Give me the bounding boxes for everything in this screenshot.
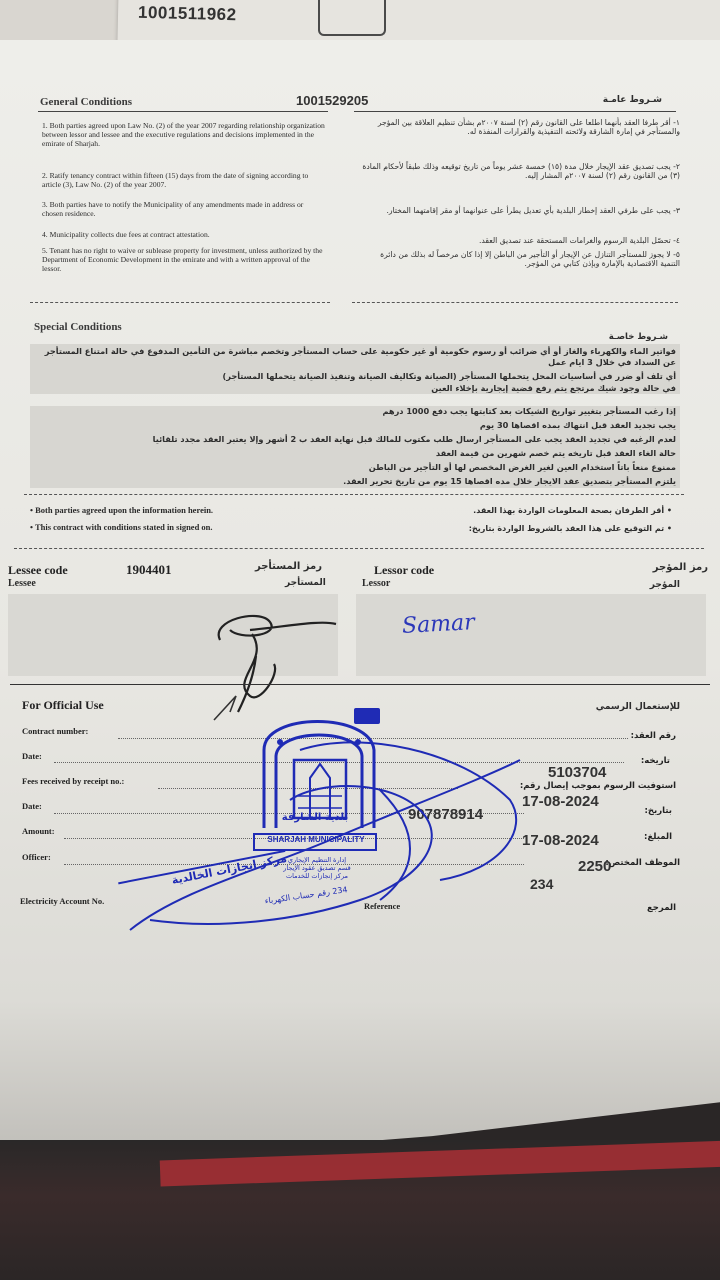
special-condition: أي تلف أو ضرر في أساسيات المحل يتحملها المستأجر (الصيانة وتكاليف الصيانة وتنفيذ الصيانة يتحملها المستأجر)	[222, 371, 676, 381]
reference-label: Reference	[364, 901, 401, 911]
date-label: Date:	[22, 751, 42, 761]
lessor-label: Lessor	[362, 578, 391, 589]
service-center-stamp: مركز انجازات الخالدية	[118, 850, 288, 897]
general-item-en: 5. Tenant has no right to waive or sublease property for investment, unless authorized by the Department of Economic Development in the emirate and with a written approval of the lessor.	[42, 246, 323, 274]
general-conditions-title: General Conditions	[40, 96, 132, 108]
agreement-line: • Both parties agreed upon the information herein.	[30, 505, 214, 515]
electric-account-note: 234 رقم حساب الكهرباء	[264, 885, 349, 906]
amount-label-ar: المبلغ:	[644, 832, 672, 842]
underlying-document-number: 1001511962	[137, 2, 237, 25]
officer-value: 2250	[578, 858, 612, 875]
officer-signature	[120, 720, 540, 950]
lessee-label-ar: المستأجر	[285, 578, 326, 588]
ink-mark	[210, 690, 250, 726]
stamp-dept-line: مركز إنجازات للخدمات	[285, 872, 349, 880]
divider	[10, 684, 710, 685]
stamp-municipality-ar: بلدية الشارقة	[281, 812, 349, 823]
officer-label: Officer:	[22, 852, 51, 862]
electricity-account-label: Electricity Account No.	[20, 896, 105, 906]
lessor-signature: Samar	[401, 610, 476, 639]
general-item-ar: ١- أقر طرفا العقد بأنهما اطلعا على القانون رقم (٢) لسنة ٢٠٠٧م بشأن تنظيم العلاقة بين المؤجر والمستأجر في إمارة الشارقة ولائحته التنفيذية والقرارات المنفذة له.	[377, 118, 680, 137]
lessee-code-label: Lessee code	[8, 563, 68, 577]
general-item-ar: ٣- يجب على طرفي العقد إخطار البلدية بأي تعديل يطرأ على عنوانهما أو مقر إقامتهما المختار.	[386, 206, 680, 215]
special-condition: فواتير الماء والكهرباء والغاز أو أي ضرائب أو رسوم حكومية أو غير حكومية على حساب المستأجر وتخصم مباشرة من التأمين المدفوع في حالة امتناع المستأجر عن السداد في خلال 3 ايام عمل	[44, 346, 676, 367]
divider	[24, 494, 684, 495]
lessee-label: Lessee	[8, 578, 36, 589]
general-item-ar: ٢- يجب تصديق عقد الإيجار خلال مدة (١٥) خمسة عشر يوماً من تاريخ توقيعه وذلك طبقاً لأحكام المادة (٣) من القانون رقم (٢) لسنة ٢٠٠٧م المشار إليه.	[362, 162, 680, 181]
stamp-dept-line: إدارة التنظيم الإيجاري	[287, 856, 347, 864]
stamp-municipality-en: SHARJAH MUNICIPALITY	[267, 835, 365, 844]
lessee-code: 1904401	[126, 562, 172, 577]
lessor-code-label: Lessor code	[374, 563, 435, 577]
divider	[354, 111, 676, 112]
date-label-ar: تاريخه:	[640, 756, 670, 766]
general-item-en: 4. Municipality collects due fees at contract attestation.	[42, 230, 210, 239]
fees-label-ar: استوفيت الرسوم بموجب إيصال رقم:	[519, 781, 676, 791]
date-value: 17-08-2024	[522, 793, 599, 810]
special-condition: في حالة وجود شيك مرتجع يتم رفع قضية إيجارية بإخلاء العين	[431, 383, 676, 393]
general-item-ar: ٤- تحصّل البلدية الرسوم والغرامات المستحقة عند تصديق العقد.	[478, 236, 680, 245]
agreement-line-ar: • تم التوقيع على هذا العقد بالشروط الواردة بتاريخ:	[468, 524, 672, 533]
agreement-line-ar: • أقر الطرفان بصحة المعلومات الواردة بهذا العقد.	[473, 506, 672, 515]
contract-number-label-ar: رقم العقد:	[630, 731, 676, 741]
agreement-line: • This contract with conditions stated in signed on.	[30, 522, 213, 532]
divider	[38, 111, 328, 112]
date-value-2: 17-08-2024	[522, 832, 599, 849]
reference-label-ar: المرجع	[646, 903, 676, 913]
document-number: 1001529205	[296, 93, 369, 108]
official-use-title: For Official Use	[22, 698, 104, 712]
special-condition: إذا رغب المستأجر بتغيير تواريخ الشيكات بعد كتابتها يجب دفع 1000 درهم	[382, 406, 676, 416]
reference-value: 234	[530, 876, 554, 892]
date2-label-ar: بتاريخ:	[644, 806, 672, 816]
contract-number-label: Contract number:	[22, 726, 89, 736]
lessor-code-label-ar: رمز المؤجر	[652, 562, 708, 573]
underlying-stamp	[318, 0, 386, 36]
lessor-label-ar: المؤجر	[649, 580, 680, 590]
special-condition: يلتزم المستأجر بتصديق عقد الايجار خلال مده اقصاها 15 يوم من تاريخ تحرير العقد.	[343, 476, 676, 486]
date2-label: Date:	[22, 801, 42, 811]
general-item-en: 3. Both parties have to notify the Municipality of any amendments made in address or chosen residence.	[42, 200, 304, 219]
general-item-en: 1. Both parties agreed upon Law No. (2) of the year 2007 regarding relationship organization between lessor and lessee and the executive regulations and decisions implemented in the emirate of Sharjah.	[42, 121, 325, 149]
divider	[352, 302, 678, 303]
special-condition: حالة الغاء العقد قبل تاريخه يتم خصم شهرين من قيمة العقد	[435, 448, 676, 458]
special-condition: ممنوع منعاً باتاً استخدام العين لغير الغرض المخصص لها أو التأجير من الباطن	[368, 462, 676, 472]
contract-number-value: 5103704	[548, 764, 607, 781]
amount-label: Amount:	[22, 826, 55, 836]
general-conditions-title-ar: شـروط عامـة	[602, 95, 662, 105]
divider	[30, 302, 330, 303]
general-item-ar: ٥- لا يجوز للمستأجر التنازل عن الإيجار أو التأجير من الباطن إلا إذا كان مرخصاً له بذلك من دائرة التنمية الاقتصادية بالإمارة وبإذن كتابي من المؤجر.	[380, 250, 680, 269]
special-conditions-title-ar: شـروط خاصـة	[608, 332, 668, 342]
divider	[14, 548, 704, 549]
special-condition: لعدم الرغبه في تجديد العقد يجب على المستأجر ارسال طلب مكتوب للمالك قبل نهاية العقد ب 2 أشهر وإلا يعتبر العقد مجدد تلقائيا	[152, 434, 676, 444]
officer-label-ar: الموظف المختص:	[605, 858, 680, 868]
lessee-code-label-ar: رمز المستأجر	[255, 561, 322, 572]
special-conditions-title: Special Conditions	[34, 321, 122, 333]
stamp-dept-line: قسم تصديق عقود الإيجار	[283, 864, 351, 872]
special-condition: يجب تجديد العقد قبل انتهاك بمده اقصاها 30 يوم	[479, 420, 676, 430]
fees-label: Fees received by receipt no.:	[22, 776, 125, 786]
official-use-title-ar: للإستعمال الرسمي	[595, 702, 680, 712]
receipt-number-value: 907878914	[408, 806, 484, 823]
general-item-en: 2. Ratify tenancy contract within fifteen (15) days from the date of signing according to article (3), Law No. (2) of the year 2007.	[42, 171, 309, 190]
